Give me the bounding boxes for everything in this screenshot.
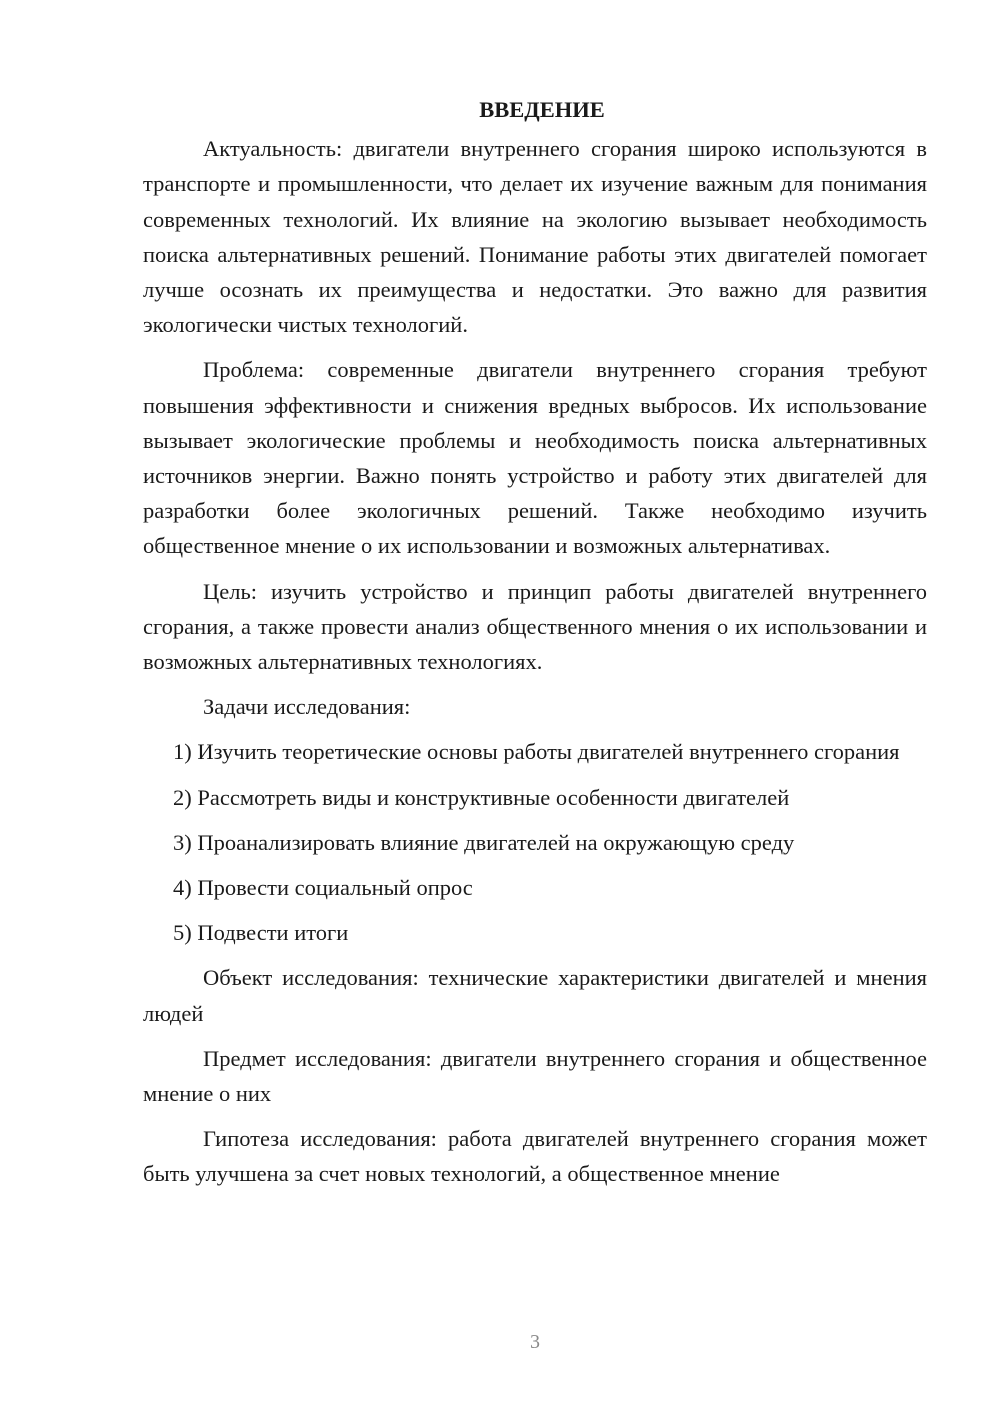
- task-item: 1) Изучить теоретические основы работы двигателей внутреннего сгорания: [173, 739, 900, 765]
- problem-paragraph: Проблема: современные двигатели внутреннего сгорания требуют повышения эффективности и снижения вредных выбросов. Их использование вызывает экологические проблемы и необходимость поиска альтернативных источников энергии. Важно понять устройство и работу этих двигателей для разработки более экологичных решений. Также необходимо изучить общественное мнение о их использовании и возможных альтернативах.: [143, 357, 927, 559]
- page-number: 3: [530, 1331, 540, 1353]
- object-paragraph: Объект исследования: технические характеристики двигателей и мнения людей: [143, 965, 927, 1026]
- relevance-paragraph: Актуальность: двигатели внутреннего сгорания широко используются в транспорте и промышленности, что делает их изучение важным для понимания современных технологий. Их влияние на экологию вызывает необходимость поиска альтернативных решений. Понимание работы этих двигателей помогает лучше осознать их преимущества и недостатки. Это важно для развития экологически чистых технологий.: [143, 136, 927, 338]
- task-item: 4) Провести социальный опрос: [173, 875, 473, 901]
- task-item: 3) Проанализировать влияние двигателей на окружающую среду: [173, 829, 795, 855]
- goal-paragraph: Цель: изучить устройство и принцип работы двигателей внутреннего сгорания, а также провести анализ общественного мнения о их использовании и возможных альтернативных технологиях.: [143, 578, 927, 675]
- task-item: 5) Подвести итоги: [173, 920, 349, 946]
- section-heading: ВВЕДЕНИЕ: [479, 97, 605, 122]
- task-item: 2) Рассмотреть виды и конструктивные особенности двигателей: [173, 784, 790, 810]
- tasks-title: Задачи исследования:: [203, 694, 411, 720]
- document-body: [143, 92, 927, 1202]
- subject-paragraph: Предмет исследования: двигатели внутреннего сгорания и общественное мнение о них: [143, 1045, 927, 1107]
- hypothesis-paragraph: Гипотеза исследования: работа двигателей внутреннего сгорания может быть улучшена за счет новых технологий, а общественное мнение: [143, 1126, 927, 1187]
